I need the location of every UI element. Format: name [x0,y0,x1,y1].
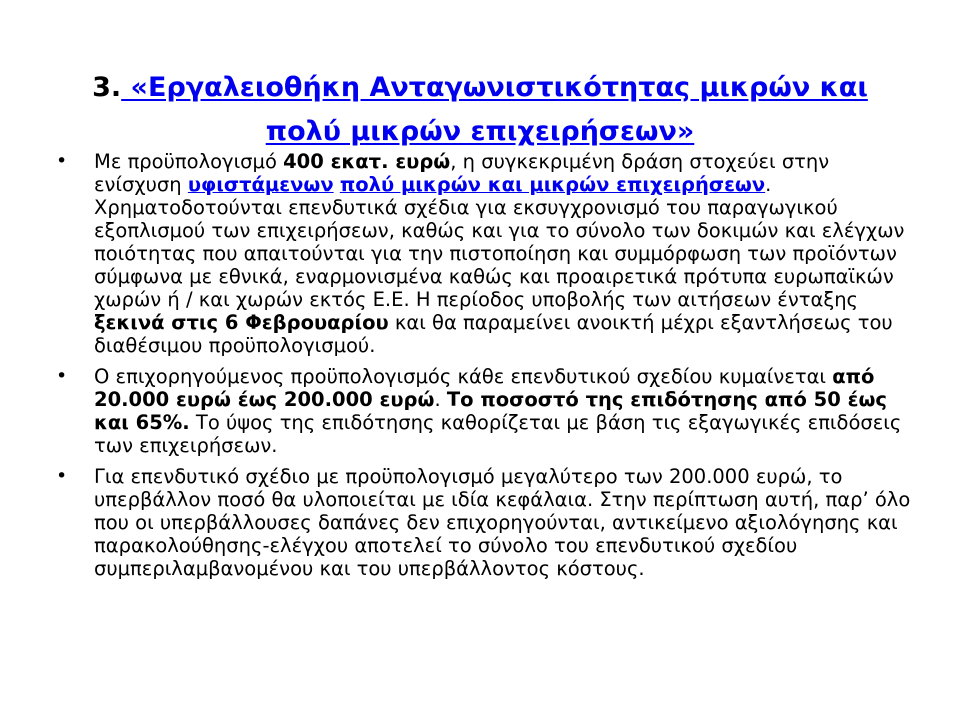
text: Ο επιχορηγούμενος προϋπολογισμός κάθε επενδυτικού σχεδίου κυμαίνεται [94,365,833,388]
text: Για επενδυτικό σχέδιο με προϋπολογισμό μεγαλύτερο των 200.000 ευρώ, το υπερβάλλον ποσό θα υλοποιείται με ιδία κεφάλαια. Στην περίπτωση αυτή, παρ’ όλο που οι υπερβάλλουσες δαπάνες δεν επιχορηγούνται, αντικείμενο αξιολόγησης και παρακολούθησης-ελέγχου αποτελεί το σύνολο του επενδυτικού σχεδίου συμπεριλαμβανομένου και του υπερβάλλοντος κόστους. [94,465,911,580]
bullet-item-excess [56,465,916,580]
bold-text: 400 εκατ. ευρώ [283,150,451,173]
bold-text: ξεκινά στις 6 Φεβρουαρίου [94,311,389,334]
text: . [434,388,447,411]
link-existing[interactable]: υφιστάμενων [187,173,334,196]
bold-text: από 20.000 ευρώ έως 200.000 ευρώ [94,365,875,411]
text: . Χρηματοδοτούνται επενδυτικά σχέδια για εκσυγχρονισμό του παραγωγικού εξοπλισμού των επιχειρήσεων, καθώς και για το σύνολο των δοκιμών και ελέγχων ποιότητας που απαιτούνται για την πιστοποίηση και συμμόρφωση των προϊόντων σύμφωνα με εθνικά, εναρμονισμένα καθώς και προαιρετικά πρότυπα ευρωπαϊκών χωρών ή / και χωρών εκτός Ε.Ε. Η περίοδος υποβολής των αιτήσεων ένταξης [94,173,905,311]
text: και θα παραμείνει ανοικτή μέχρι εξαντλήσεως του διαθέσιμου προϋπολογισμού. [94,311,893,357]
bullet-icon: • [56,150,68,172]
bold-text: Το ποσοστό της επιδότησης από 50 έως και 65%. [94,388,887,434]
bullet-icon: • [56,465,68,487]
bullet-item-budget [56,150,916,357]
text: Το ύψος της επιδότησης καθορίζεται με βάση τις εξαγωγικές επιδόσεις των επιχειρήσεων. [94,411,902,457]
title-number: 3. [92,72,122,104]
bullet-item-subsidy [56,365,916,457]
bullet-list [56,150,916,588]
text: Με προϋπολογισμό [94,150,284,173]
title-link[interactable]: «Εργαλειοθήκη Ανταγωνιστικότητας μικρών και πολύ μικρών επιχειρήσεων» [121,72,868,148]
slide-title [60,66,900,154]
link-small-enterprises[interactable]: πολύ μικρών και μικρών επιχειρήσεων [339,173,766,196]
text: , η συγκεκριμένη δράση στοχεύει στην ενίσχυση [94,150,830,196]
bullet-icon: • [56,365,68,387]
